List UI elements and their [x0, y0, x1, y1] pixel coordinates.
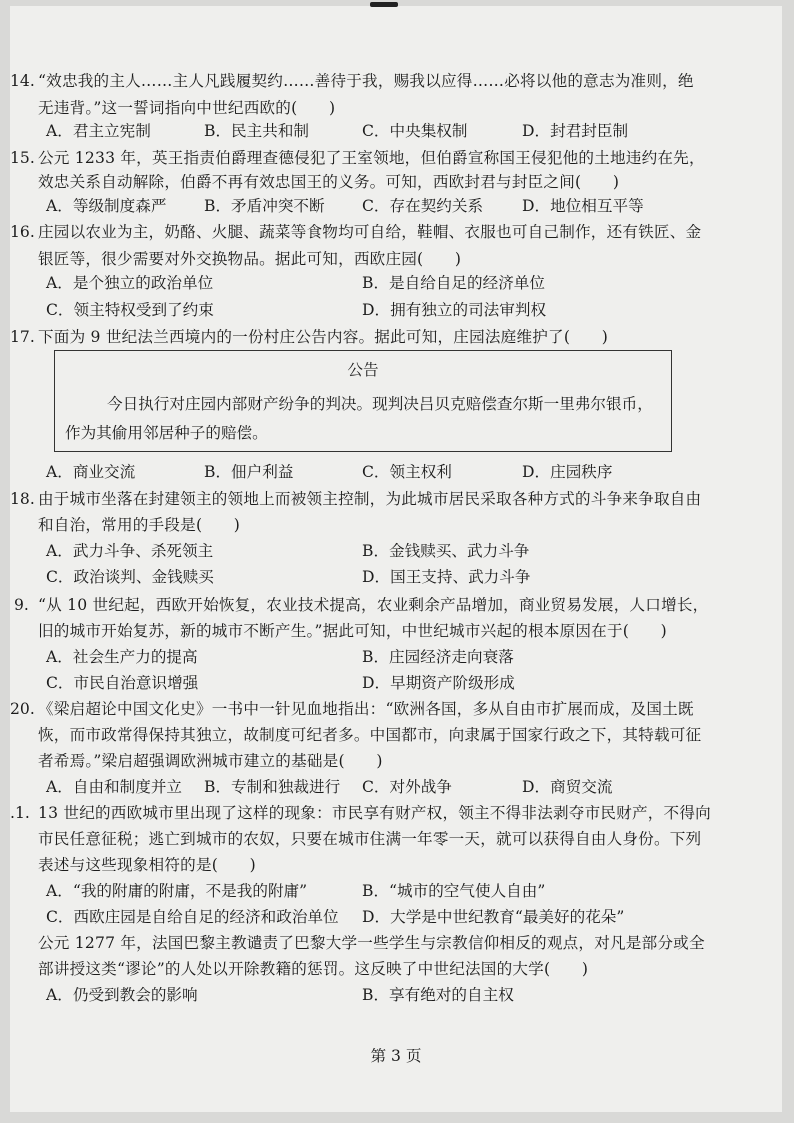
question-text: 效忠关系自动解除，伯爵不再有效忠国王的义务。可知，西欧封君与封臣之间( ): [38, 173, 620, 191]
question-text: 下面为 9 世纪法兰西境内的一份村庄公告内容。据此可知，庄园法庭维护了( ): [38, 328, 608, 346]
option-b: B．“城市的空气使人自由”: [362, 882, 546, 900]
question-text: 13 世纪的西欧城市里出现了这样的现象：市民享有财产权，领主不得非法剥夺市民财产，不得向: [38, 804, 711, 822]
question-text: 公元 1233 年，英王指责伯爵理查德侵犯了王室领地，但伯爵宣称国王侵犯他的土地违约在先，: [38, 149, 705, 167]
notice-box: [54, 350, 672, 452]
option-b: B．享有绝对的自主权: [362, 986, 514, 1004]
notice-title: 公告: [347, 361, 379, 379]
option-b: B．专制和独裁进行: [204, 778, 341, 796]
question-text: 部讲授这类“谬论”的人处以开除教籍的惩罚。这反映了中世纪法国的大学( ): [38, 960, 589, 978]
question-number: 14.: [10, 72, 35, 90]
question-text: 公元 1277 年，法国巴黎主教谴责了巴黎大学一些学生与宗教信仰相反的观点，对凡是部分或全: [38, 934, 705, 952]
exam-page: [10, 6, 782, 1112]
question-text: 由于城市坐落在封建领主的领地上而被领主控制，为此城市居民采取各种方式的斗争来争取自由: [38, 490, 702, 508]
option-b: B．矛盾冲突不断: [204, 197, 325, 215]
option-a: A．等级制度森严: [46, 197, 167, 215]
option-a: A．武力斗争、杀死领主: [46, 542, 214, 560]
option-b: B．金钱赎买、武力斗争: [362, 542, 530, 560]
question-number: 20.: [10, 700, 35, 718]
page-number: 第 3 页: [370, 1047, 422, 1065]
option-d: D．早期资产阶级形成: [362, 674, 515, 692]
question-text: “效忠我的主人……主人凡践履契约……善待于我，赐我以应得……必将以他的意志为准则，绝: [38, 72, 694, 90]
question-number: 16.: [10, 223, 35, 241]
notice-text: 今日执行对庄园内部财产纷争的判决。现判决吕贝克赔偿查尔斯一里弗尔银币，: [107, 395, 653, 413]
option-b: B．民主共和制: [204, 122, 310, 140]
option-b: B．庄园经济走向衰落: [362, 648, 514, 666]
question-text: 庄园以农业为主，奶酪、火腿、蔬菜等食物均可自给，鞋帽、衣服也可自己制作，还有铁匠、金: [38, 223, 702, 241]
question-number: 17.: [10, 328, 35, 346]
option-d: D．商贸交流: [522, 778, 613, 796]
question-text: 者希焉。”梁启超强调欧洲城市建立的基础是( ): [38, 752, 383, 770]
question-number: 18.: [10, 490, 35, 508]
option-d: D．庄园秩序: [522, 463, 613, 481]
option-a: A．是个独立的政治单位: [46, 274, 214, 292]
option-a: A．社会生产力的提高: [46, 648, 198, 666]
option-a: A．商业交流: [46, 463, 136, 481]
question-text: 市民任意征税；逃亡到城市的农奴，只要在城市住满一年零一天，就可以获得自由人身份。下列: [38, 830, 702, 848]
option-c: C．领主权利: [362, 463, 452, 481]
option-c: C．西欧庄园是自给自足的经济和政治单位: [46, 908, 339, 926]
question-number: .1.: [10, 804, 30, 822]
option-c: C．市民自治意识增强: [46, 674, 199, 692]
option-c: C．领主特权受到了约束: [46, 301, 214, 319]
option-c: C．政治谈判、金钱赎买: [46, 568, 214, 586]
option-c: C．存在契约关系: [362, 197, 484, 215]
question-text: 无违背。”这一誓词指向中世纪西欧的( ): [38, 99, 336, 117]
option-a: A．自由和制度并立: [46, 778, 183, 796]
option-d: D．拥有独立的司法审判权: [362, 301, 547, 319]
question-text: 银匠等，很少需要对外交换物品。据此可知，西欧庄园( ): [38, 250, 462, 268]
option-a: A．“我的附庸的附庸，不是我的附庸”: [46, 882, 308, 900]
option-d: D．国王支持、武力斗争: [362, 568, 531, 586]
question-number: 9.: [14, 596, 29, 614]
option-a: A．君主立宪制: [46, 122, 151, 140]
question-text: 表述与这些现象相符的是( ): [38, 856, 256, 874]
option-c: C．中央集权制: [362, 122, 468, 140]
question-text: 《梁启超论中国文化史》一书中一针见血地指出：“欧洲各国，多从自由市扩展而成，及国土既: [38, 700, 694, 718]
option-d: D．大学是中世纪教育“最美好的花朵”: [362, 908, 625, 926]
scan-mark: [370, 2, 398, 7]
option-d: D．地位相互平等: [522, 197, 644, 215]
option-b: B．佃户利益: [204, 463, 294, 481]
option-c: C．对外战争: [362, 778, 452, 796]
option-a: A．仍受到教会的影响: [46, 986, 198, 1004]
option-d: D．封君封臣制: [522, 122, 629, 140]
notice-text: 作为其偷用邻居种子的赔偿。: [65, 424, 268, 442]
question-text: “从 10 世纪起，西欧开始恢复，农业技术提高，农业剩余产品增加，商业贸易发展，人口增长，: [38, 596, 709, 614]
question-text: 恢，而市政常得保持其独立，故制度可纪者多。中国都市，向隶属于国家行政之下，其特载可征: [38, 726, 702, 744]
question-text: 旧的城市开始复苏，新的城市不断产生。”据此可知，中世纪城市兴起的根本原因在于( ): [38, 622, 667, 640]
question-number: 15.: [10, 149, 35, 167]
question-text: 和自治，常用的手段是( ): [38, 516, 241, 534]
option-b: B．是自给自足的经济单位: [362, 274, 545, 292]
